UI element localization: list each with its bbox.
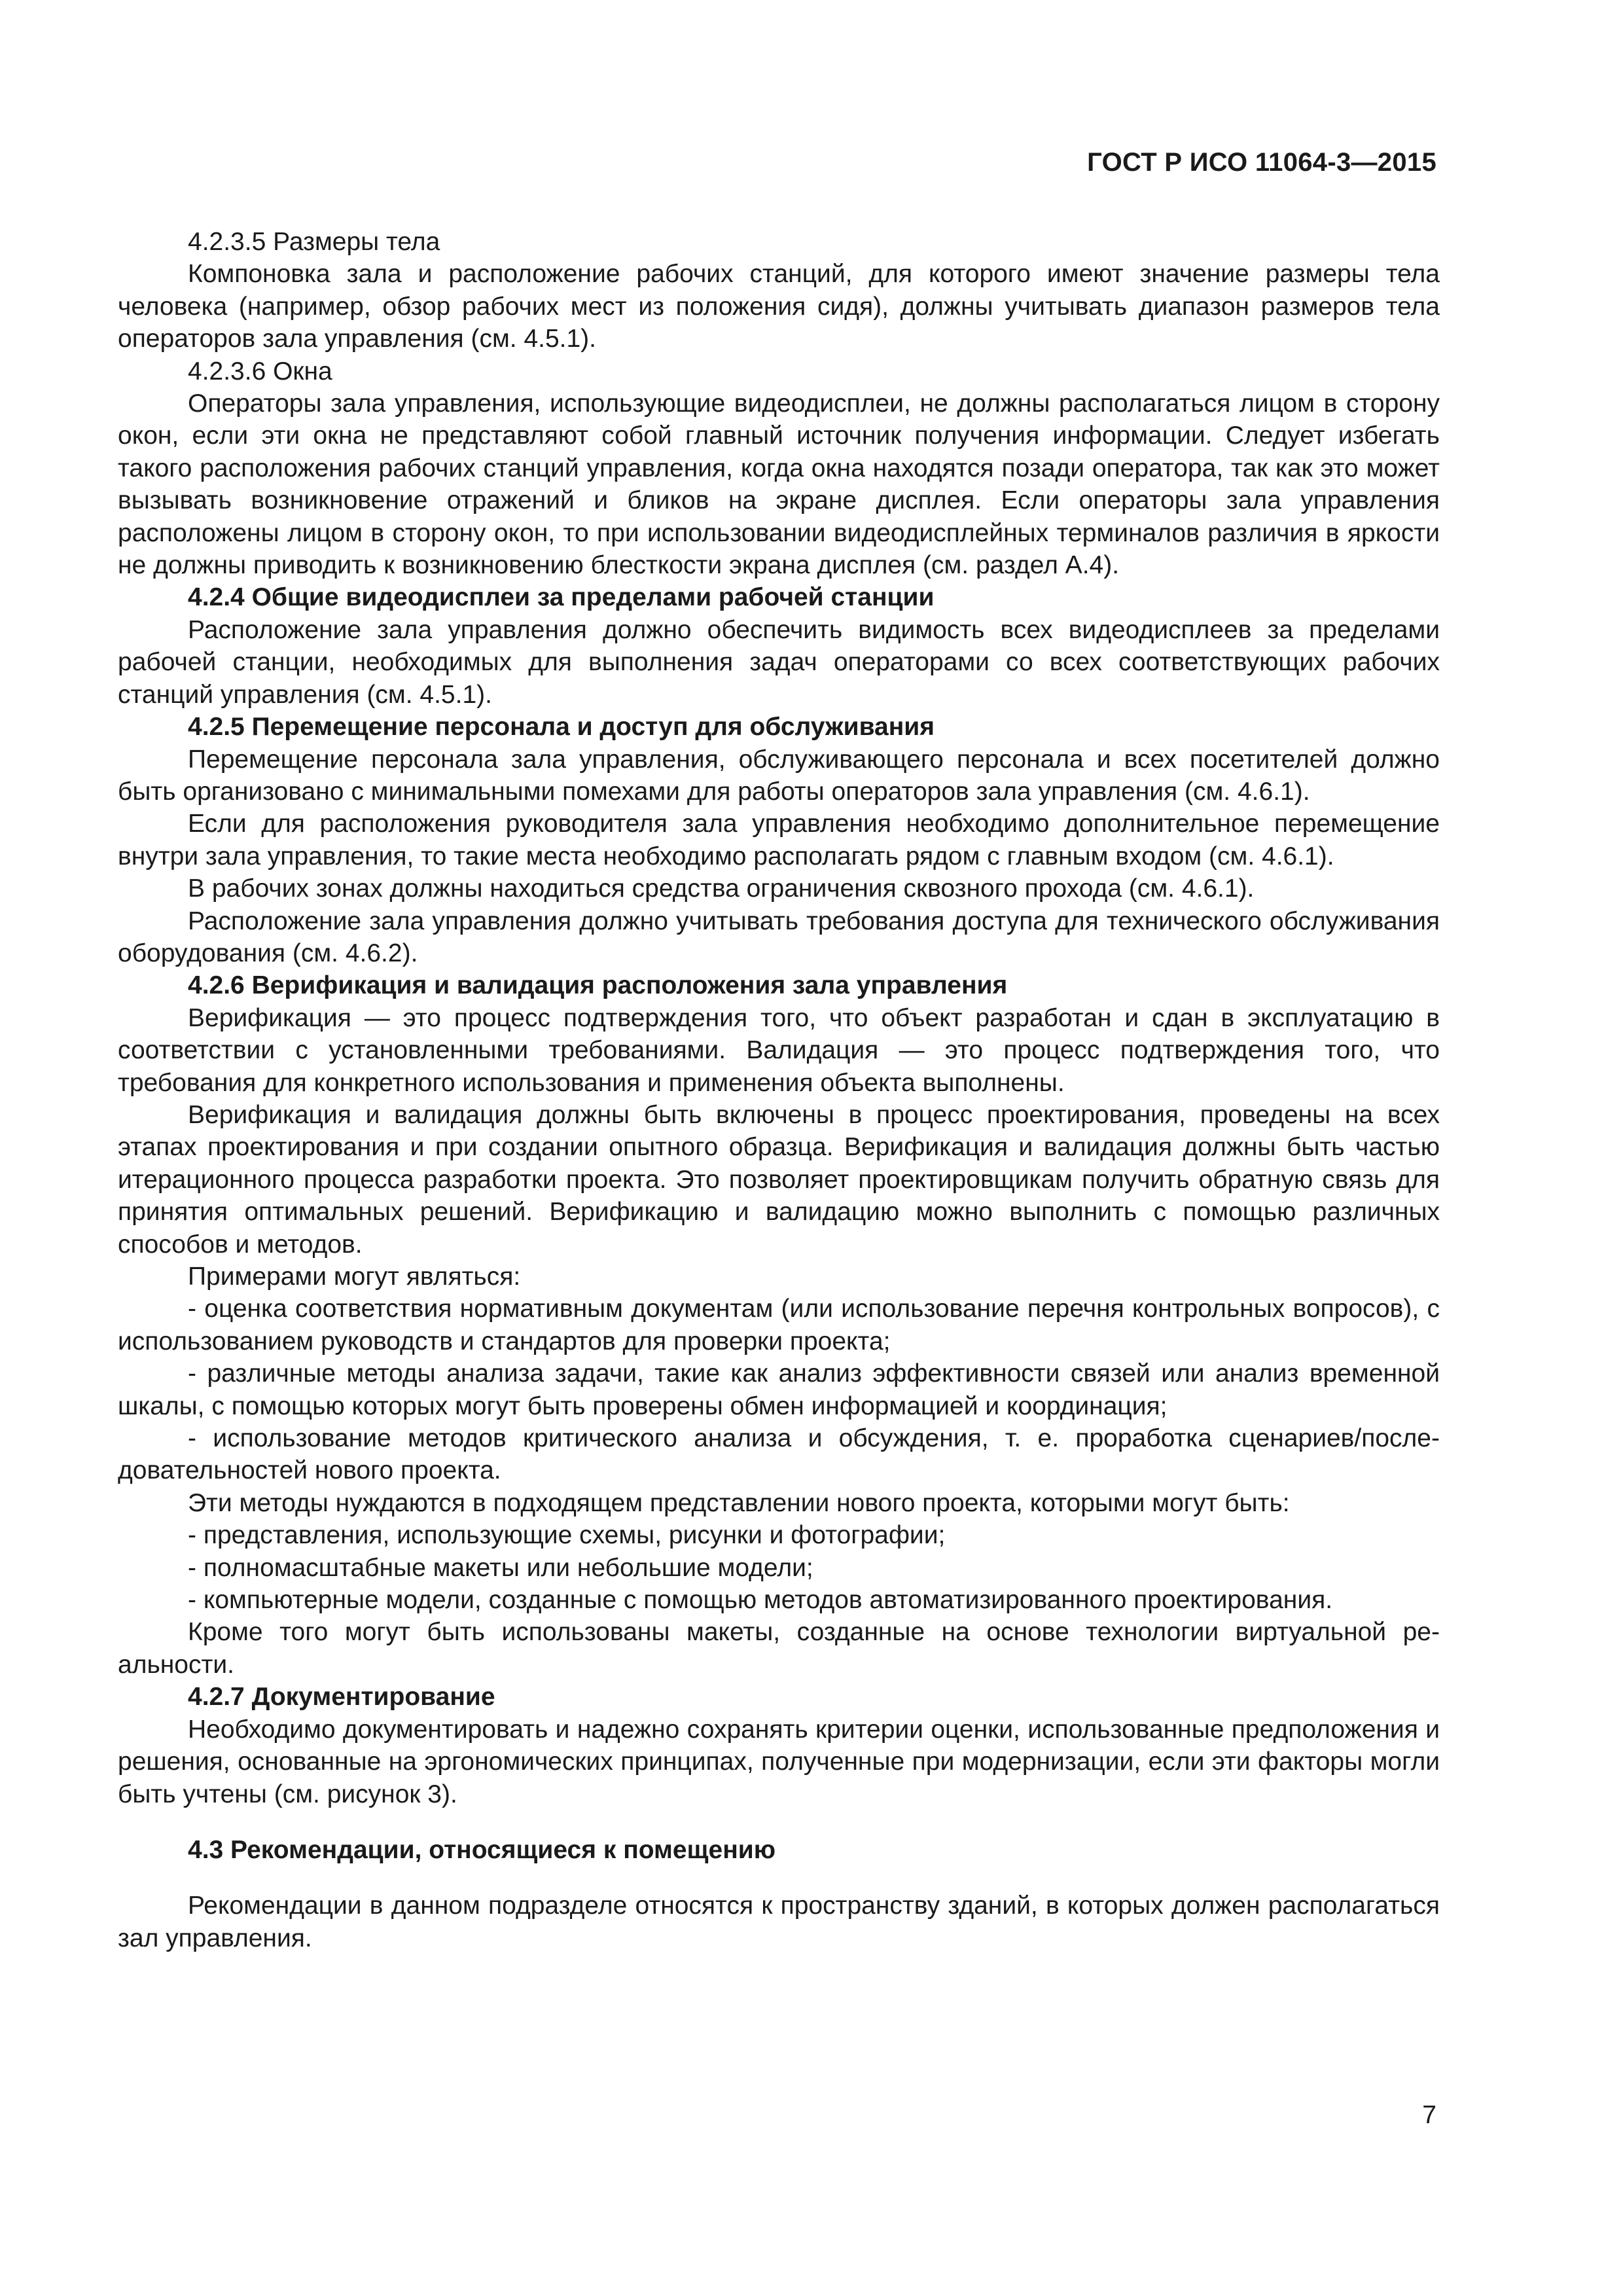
paragraph: Эти методы нуждаются в подходящем представлении нового проекта, которыми могут быть:: [188, 1488, 1290, 1517]
paragraph: Верификация — это процесс подтверждения того, что объект разработан и сдан в эксплуатацию в соответствии с установленными требованиями. Валидация — это процесс подтверждения того, что требования для конкретного использования и применения объекта выполнены.: [118, 1003, 1440, 1097]
paragraph: Расположение зала управления должно учитывать требования доступа для технического обслуживания оборудования (см. 4.6.2).: [118, 906, 1440, 967]
paragraph: Если для расположения руководителя зала управления необходимо дополнительное перемещение внутри зала управления, то такие места необходимо располагать рядом с главным входом (см. 4.6.1).: [118, 810, 1440, 870]
subsection-title-4-2-3-6: 4.2.3.6 Окна: [188, 357, 332, 386]
document-body: [118, 226, 1440, 1954]
section-heading-4-2-6: 4.2.6 Верификация и валидация расположения зала управления: [188, 971, 1008, 1000]
subsection-title-4-2-3-5: 4.2.3.5 Размеры тела: [188, 228, 440, 256]
list-item: - полномасштабные макеты или небольшие модели;: [188, 1553, 813, 1582]
paragraph: Необходимо документировать и надежно сохранять критерии оценки, использованные предположения и решения, основанные на эргономических принципах, полученные при модернизации, если эти факторы могли быть учтены (см. рисунок 3).: [118, 1715, 1440, 1808]
paragraph: Верификация и валидация должны быть включены в процесс проектирования, проведены на всех этапах проектирования и при создании опытного образца. Верификация и валидация должны быть частью итерационного процесса разработки проекта. Это позволяет проектировщикам получить обратную связь для принятия оптимальных решений. Верификацию и валидацию можно выполнить с помощью различных способов и методов.: [118, 1100, 1440, 1259]
list-item: - различные методы анализа задачи, такие как анализ эффективности связей или анализ временной шкалы, с помощью которых могут быть проверены обмен информацией и координация;: [118, 1359, 1440, 1420]
paragraph: Компоновка зала и расположение рабочих станций, для которого имеют значение размеры тела человека (например, обзор рабочих мест из положения сидя), должны учитывать диапазон размеров тела операторов зала управления (см. 4.5.1).: [118, 260, 1440, 353]
list-item: - представления, использующие схемы, рисунки и фотографии;: [188, 1521, 946, 1550]
paragraph: В рабочих зонах должны находиться средства ограничения сквозного прохода (см. 4.6.1).: [188, 874, 1255, 903]
paragraph: Расположение зала управления должно обеспечить видимость всех видеодисплеев за пределами рабочей станции, необходимых для выполнения задач операторами со всех соответствующих рабочих станций управления (см. 4.5.1).: [118, 615, 1440, 709]
paragraph: Рекомендации в данном подразделе относятся к пространству зданий, в которых должен располагаться зал управления.: [118, 1892, 1440, 1952]
document-code-header: ГОСТ Р ИСО 11064-3—2015: [1087, 148, 1436, 177]
list-item: - использование методов критического анализа и обсуждения, т. е. проработка сценариев/последовательностей нового проекта.: [118, 1424, 1440, 1485]
section-heading-4-2-7: 4.2.7 Документирование: [188, 1683, 495, 1712]
section-heading-4-2-4: 4.2.4 Общие видеодисплеи за пределами рабочей станции: [188, 583, 935, 612]
section-heading-4-3: 4.3 Рекомендации, относящиеся к помещению: [188, 1835, 776, 1864]
section-heading-4-2-5: 4.2.5 Перемещение персонала и доступ для обслуживания: [188, 713, 935, 742]
paragraph: Примерами могут являться:: [188, 1263, 521, 1291]
list-item: - оценка соответствия нормативным документам (или использование перечня контрольных вопросов), с использованием руководств и стандартов для проверки проекта;: [118, 1295, 1440, 1355]
paragraph: Кроме того могут быть использованы макеты, созданные на основе технологии виртуальной реальности.: [118, 1618, 1440, 1679]
list-item: - компьютерные модели, созданные с помощью методов автоматизированного проектирования.: [188, 1586, 1333, 1615]
paragraph: Операторы зала управления, использующие видеодисплеи, не должны располагаться лицом в сторону окон, если эти окна не представляют собой главный источник получения информации. Следует избегать такого расположения рабочих станций управления, когда окна находятся позади оператора, так как это может вызывать возникновение отражений и бликов на экране дисплея. Если операторы зала управления расположены лицом в сторону окон, то при использовании видеодисплейных терминалов различия в яркости не должны приводить к возникновению блесткости экрана дисплея (см. раздел А.4).: [118, 389, 1440, 580]
paragraph: Перемещение персонала зала управления, обслуживающего персонала и всех посетителей должно быть организовано с минимальными помехами для работы операторов зала управления (см. 4.6.1).: [118, 745, 1440, 806]
page-number: 7: [1422, 2101, 1436, 2129]
